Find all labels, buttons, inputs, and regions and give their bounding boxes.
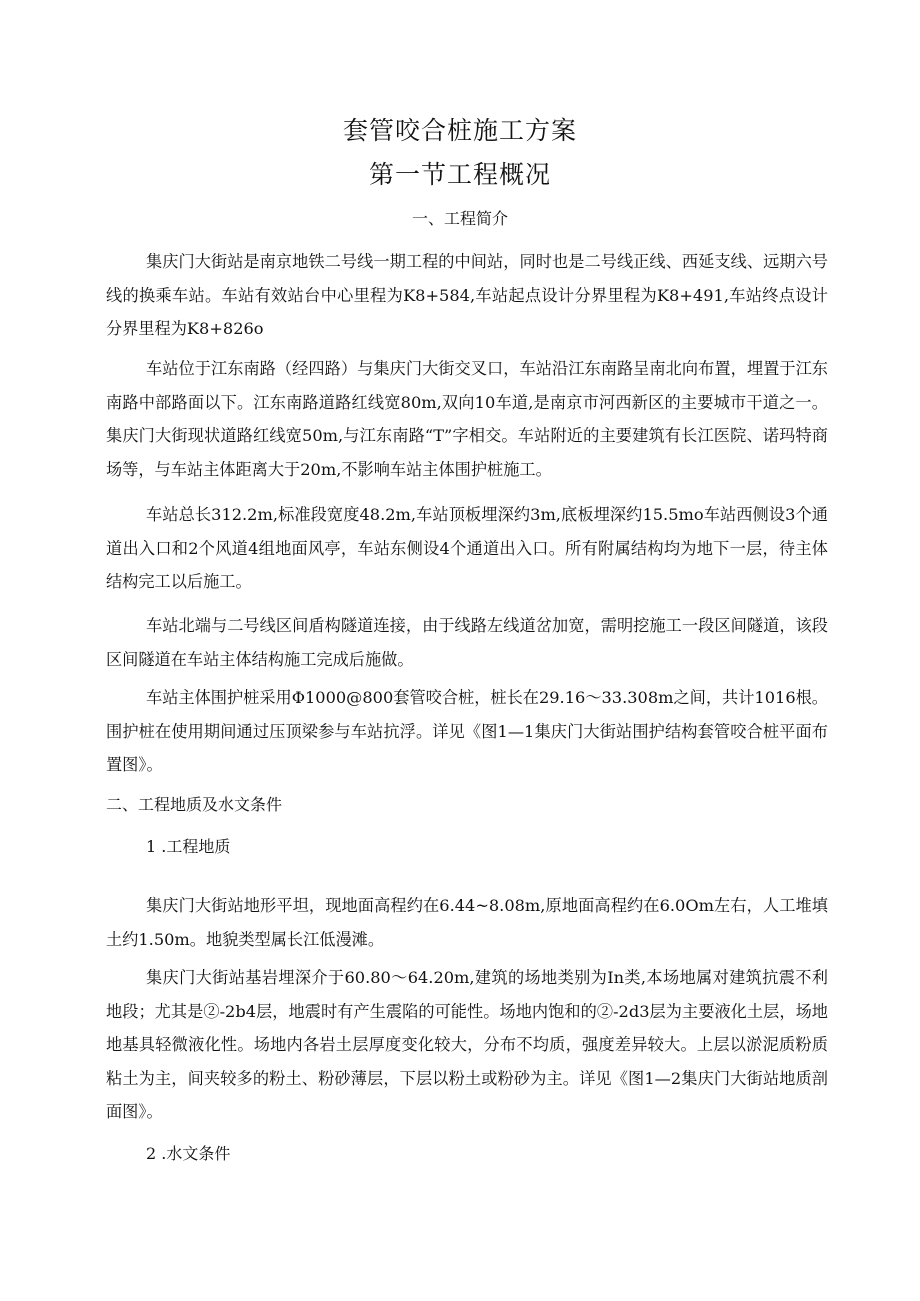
subheading-hydrology: 2 .水文条件 bbox=[146, 1144, 231, 1163]
paragraph-bedrock-soil: 集庆门大街站基岩埋深介于60.80～64.20m,建筑的场地类别为In类,本场地属对建筑抗震不利地段；尤其是②-2b4层，地震时有产生震陷的可能性。场地内饱和的②-2d3层为主要液化土层，场地地基具轻微液化性。场地内各岩土层厚度变化较大，分布不均质，强度差异较大。上层以淤泥质粉质粘土为主，间夹较多的粉土、粉砂薄层，下层以粉土或粉砂为主。详见《图1—2集庆门大街站地质剖面图》。 bbox=[106, 968, 828, 1121]
paragraph-retaining-piles: 车站主体围护桩采用Φ1000@800套管咬合桩，桩长在29.16～33.308m之间，共计1016根。围护桩在使用期间通过压顶梁参与车站抗浮。详见《图1—1集庆门大街站围护结构套管咬合桩平面布置图》。 bbox=[106, 688, 828, 774]
paragraph-station-location: 车站位于江东南路（经四路）与集庆门大街交叉口，车站沿江东南路呈南北向布置，埋置于江东南路中部路面以下。江东南路道路红线宽80m,双向10车道,是南京市河西新区的主要城市干道之一。集庆门大街现状道路红线宽50m,与江东南路“T”字相交。车站附近的主要建筑有长江医院、诺玛特商场等，与车站主体距离大于20m,不影响车站主体围护桩施工。 bbox=[106, 359, 828, 479]
heading-geology-hydrology: 二、工程地质及水文条件 bbox=[106, 795, 283, 814]
document-title: 套管咬合桩施工方案 bbox=[342, 116, 577, 145]
subheading-engineering-geology: 1 .工程地质 bbox=[146, 837, 231, 856]
paragraph-terrain: 集庆门大街站地形平坦，现地面高程约在6.44~8.08m,原地面高程约在6.0Om左右，人工堆填土约1.50m。地貌类型属长江低漫滩。 bbox=[106, 896, 828, 949]
paragraph-station-overview: 集庆门大街站是南京地铁二号线一期工程的中间站，同时也是二号线正线、西延支线、远期六号线的换乘车站。车站有效站台中心里程为K8+584,车站起点设计分界里程为K8+491,车站终点设计分界里程为K8+826o bbox=[106, 252, 828, 338]
paragraph-tunnel-connection: 车站北端与二号线区间盾构隧道连接，由于线路左线道岔加宽，需明挖施工一段区间隧道，该段区间隧道在车站主体结构施工完成后施做。 bbox=[106, 616, 828, 669]
heading-project-intro: 一、工程简介 bbox=[411, 209, 508, 228]
section-title: 第一节工程概况 bbox=[368, 160, 551, 189]
paragraph-station-dimensions: 车站总长312.2m,标准段宽度48.2m,车站顶板埋深约3m,底板埋深约15.5mo车站西侧设3个通道出入口和2个风道4组地面风亭，车站东侧设4个通道出入口。所有附属结构均为地下一层，待主体结构完工以后施工。 bbox=[106, 505, 828, 591]
